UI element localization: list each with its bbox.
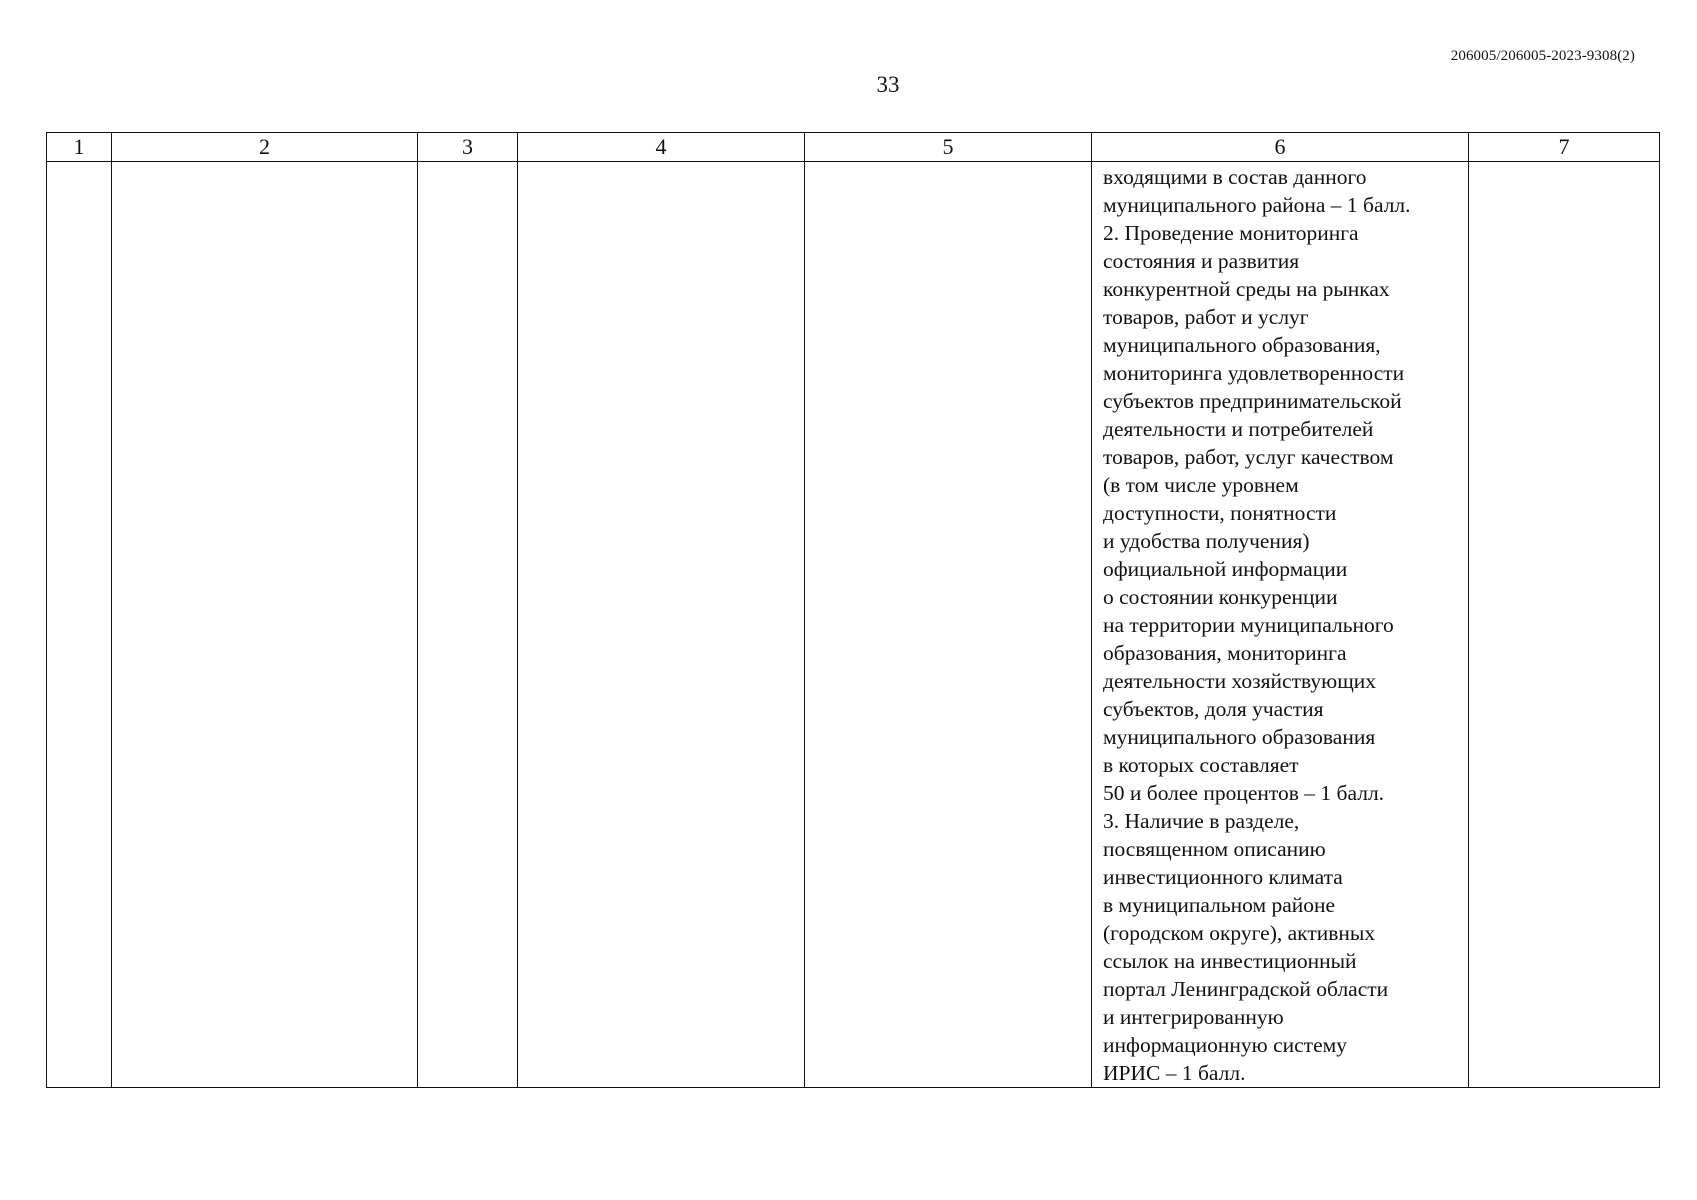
page-number: 33 <box>876 72 900 97</box>
column-header-6: 6 <box>1092 133 1469 162</box>
cell-col2 <box>112 162 418 1088</box>
cell-col5 <box>805 162 1092 1088</box>
cell-col1 <box>47 162 112 1088</box>
column-header-4: 4 <box>518 133 805 162</box>
document-code: 206005/206005-2023-9308(2) <box>1450 48 1635 64</box>
criteria-description-text: входящими в состав данного муниципального района – 1 балл. 2. Проведение мониторинга состояния и развития конкурентной среды на рынках товаров, работ и услуг муниципального образования, мониторинга удовлетворенности субъектов предпринимательской деятельности и потребителей товаров, работ, услуг качеством (в том числе уровнем доступности, понятности и удобства получения) официальной информации о состоянии конкуренции на территории муниципального образования, мониторинга деятельности хозяйствующих субъектов, доля участия муниципального образования в которых составляет 50 и более процентов – 1 балл. 3. Наличие в разделе, посвященном описанию инвестиционного климата в муниципальном районе (городском округе), активных ссылок на инвестиционный портал Ленинградской области и интегрированную информационную систему ИРИС – 1 балл. <box>1103 165 1411 1085</box>
criteria-table <box>46 132 1660 1088</box>
cell-col7 <box>1469 162 1660 1088</box>
column-number-row <box>47 133 1660 162</box>
column-header-2: 2 <box>112 133 418 162</box>
cell-col4 <box>518 162 805 1088</box>
cell-col3 <box>418 162 518 1088</box>
table-row <box>47 162 1660 1088</box>
column-header-3: 3 <box>418 133 518 162</box>
column-header-1: 1 <box>47 133 112 162</box>
column-header-5: 5 <box>805 133 1092 162</box>
cell-col6 <box>1092 162 1469 1088</box>
column-header-7: 7 <box>1469 133 1660 162</box>
